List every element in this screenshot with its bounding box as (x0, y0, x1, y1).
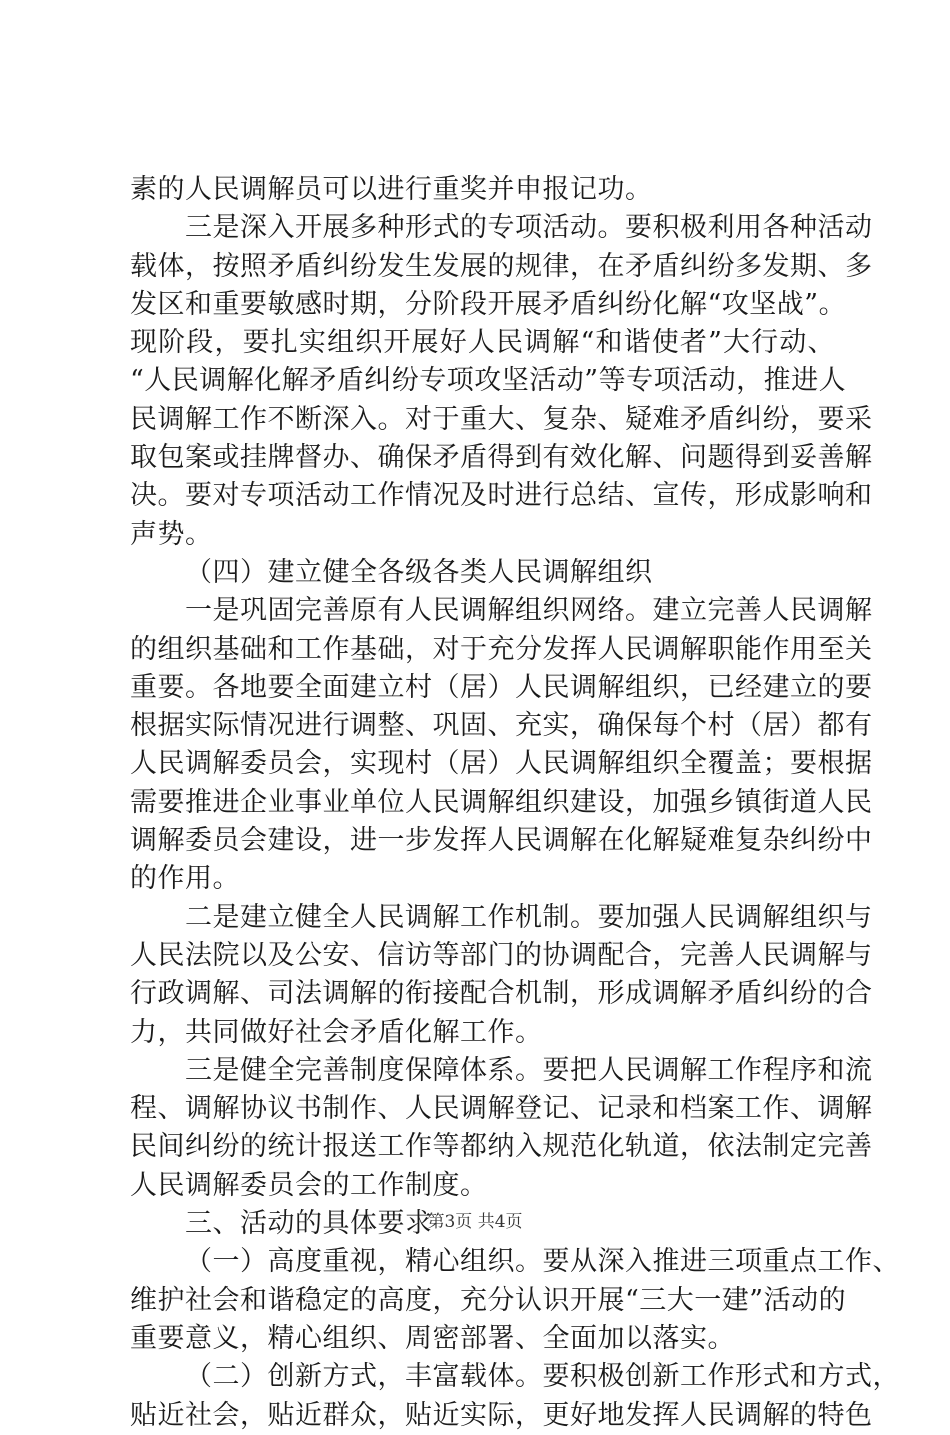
text-line: 民间纠纷的统计报送工作等都纳入规范化轨道，依法制定完善 (130, 1131, 873, 1163)
text-line: 根据实际情况进行调整、巩固、充实，确保每个村（居）都有 (130, 710, 873, 742)
body-text (130, 171, 900, 1435)
text-line: 的作用。 (130, 863, 240, 895)
text-line: 重要意义，精心组织、周密部署、全面加以落实。 (130, 1322, 735, 1354)
page-footer: 第3页 共4页 (427, 1212, 523, 1232)
text-line: 二是建立健全人民调解工作机制。要加强人民调解组织与 (185, 901, 873, 933)
text-line: （一）高度重视，精心组织。要从深入推进三项重点工作、 (185, 1246, 900, 1278)
text-line: 声势。 (130, 518, 213, 550)
text-line: 载体，按照矛盾纠纷发生发展的规律，在矛盾纠纷多发期、多 (130, 250, 873, 282)
section-heading: （四）建立健全各级各类人民调解组织 (185, 556, 653, 588)
text-line: 决。要对专项活动工作情况及时进行总结、宣传，形成影响和 (130, 480, 873, 512)
text-line: 程、调解协议书制作、人民调解登记、记录和档案工作、调解 (130, 1093, 873, 1125)
text-line: 行政调解、司法调解的衔接配合机制，形成调解矛盾纠纷的合 (130, 978, 873, 1010)
text-line: 力，共同做好社会矛盾化解工作。 (130, 1016, 543, 1048)
text-line: 素的人民调解员可以进行重奖并申报记功。 (130, 174, 653, 205)
text-line: 人民调解委员会，实现村（居）人民调解组织全覆盖；要根据 (130, 748, 873, 780)
text-line: 发区和重要敏感时期，分阶段开展矛盾纠纷化解“攻坚战”。 (130, 288, 847, 320)
text-line: （二）创新方式，丰富载体。要积极创新工作形式和方式， (185, 1361, 900, 1393)
text-line: 现阶段，要扎实组织开展好人民调解“和谐使者”大行动、 (130, 327, 835, 359)
text-line: 人民法院以及公安、信访等部门的协调配合，完善人民调解与 (130, 939, 873, 971)
text-line: 三是健全完善制度保障体系。要把人民调解工作程序和流 (185, 1054, 873, 1086)
text-line: 贴近社会，贴近群众，贴近实际，更好地发挥人民调解的特色 (130, 1399, 873, 1431)
text-line: 需要推进企业事业单位人民调解组织建设，加强乡镇街道人民 (130, 786, 873, 818)
text-line: 民调解工作不断深入。对于重大、复杂、疑难矛盾纠纷，要采 (130, 403, 873, 435)
text-line: 三是深入开展多种形式的专项活动。要积极利用各种活动 (185, 212, 873, 244)
text-line: “人民调解化解矛盾纠纷专项攻坚活动”等专项活动，推进人 (130, 365, 847, 397)
text-line: 维护社会和谐稳定的高度，充分认识开展“三大一建”活动的 (130, 1284, 847, 1316)
text-line: 的组织基础和工作基础，对于充分发挥人民调解职能作用至关 (130, 633, 873, 665)
text-line: 取包案或挂牌督办、确保矛盾得到有效化解、问题得到妥善解 (130, 442, 873, 474)
section-heading: 三、活动的具体要求 (185, 1208, 433, 1240)
text-line: 调解委员会建设，进一步发挥人民调解在化解疑难复杂纠纷中 (130, 825, 873, 857)
text-line: 人民调解委员会的工作制度。 (130, 1169, 488, 1201)
text-line: 重要。各地要全面建立村（居）人民调解组织，已经建立的要 (130, 671, 873, 703)
text-line: 一是巩固完善原有人民调解组织网络。建立完善人民调解 (185, 595, 873, 627)
